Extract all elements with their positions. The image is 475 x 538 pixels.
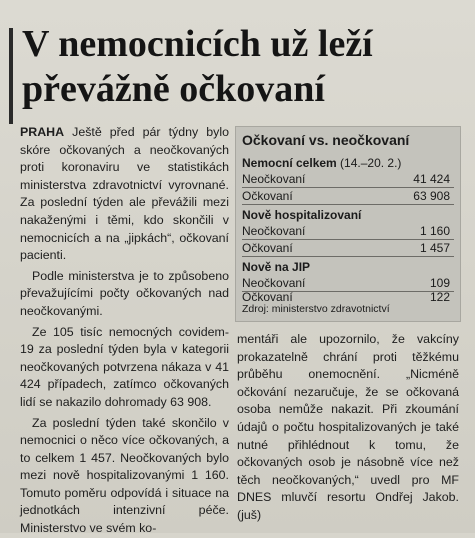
row-label: Neočkovaní (242, 172, 306, 186)
lead-text-rest: skóre očkovaných a neočkovaných proti koronaviru ve statistikách ministerstva zdravotnictví vyrovnané. Za poslední týden ale převážili mezi nakaženými i těmi, kdo skončili v nemocnicích a na „jipkách“, očkovaní pacienti. (20, 142, 229, 263)
row-label: Neočkovaní (242, 276, 306, 290)
row-label: Očkovaní (242, 290, 293, 304)
table-row (242, 240, 454, 257)
stats-infobox (235, 126, 461, 322)
section-icu-title: Nově na JIP (242, 260, 311, 274)
table-row (242, 188, 454, 205)
row-value: 109 (429, 276, 450, 290)
paragraph-2: Podle ministerstva je to způsobeno převažujícími počty očkovaných nad neočkovanými. (20, 268, 229, 318)
section-hospitalized-title: Nově hospitalizovaní (242, 208, 362, 222)
row-value: 122 (429, 290, 450, 304)
infobox-source: Zdroj: ministerstvo zdravotnictví (242, 303, 390, 315)
table-row (242, 223, 454, 240)
headline-rule (9, 28, 13, 124)
article-headline (22, 22, 462, 112)
paragraph-lead (20, 124, 229, 265)
row-label: Očkovaní (242, 189, 293, 203)
row-label: Neočkovaní (242, 224, 306, 238)
row-value: 1 457 (419, 241, 450, 255)
lead-text-start: Ještě před pár týdny bylo (72, 125, 229, 139)
row-value: 41 424 (413, 172, 450, 186)
headline-line-2: převážně očkovaní (22, 68, 325, 110)
article-column-2 (237, 331, 459, 525)
infobox-title: Očkovaní vs. neočkovaní (242, 132, 410, 148)
paragraph-5: mentáři ale upozornilo, že vakcíny prokazatelně chrání proti těžkému průběhu onemocnění. „Nicméně očkování nezaručuje, že se očkovaná osoba nemůže nakazit. Při zkoumání údajů o počtu hospitalizovaných je také nutné přihlédnout k tomu, že očkovaných osob je násobně více než těch neočkovaných,“ uvedl pro MF DNES mluvčí resortu Ondřej Jakob. (juš) (237, 332, 459, 522)
paragraph-4: Za poslední týden také skončilo v nemocnici o něco více očkovaných, a to celkem 1 457. Neočkovaných bylo mezi nově hospitalizovanými 1 160. Tomuto poměru odpovídá i situace na jednotkách intenzivní péče. Ministerstvo ve svém ko- (20, 415, 229, 536)
row-value: 1 160 (419, 224, 450, 238)
table-row (242, 171, 454, 188)
paragraph-3: Ze 105 tisíc nemocných covidem-19 za poslední týden byla v kategorii neočkovaných potvrzena nákaza v 41 424 případech, zatímco očkovaných lidí se nakazilo dohromady 63 908. (20, 324, 229, 409)
section-sick-total-period: (14.–20. 2.) (336, 156, 402, 170)
row-label: Očkovaní (242, 241, 293, 255)
article-column-1 (20, 124, 229, 538)
headline-line-1: V nemocnicích už leží (22, 23, 373, 65)
row-value: 63 908 (413, 189, 450, 203)
section-sick-total (242, 155, 401, 171)
dateline: PRAHA (20, 125, 65, 139)
section-sick-total-title: Nemocní celkem (242, 156, 337, 170)
